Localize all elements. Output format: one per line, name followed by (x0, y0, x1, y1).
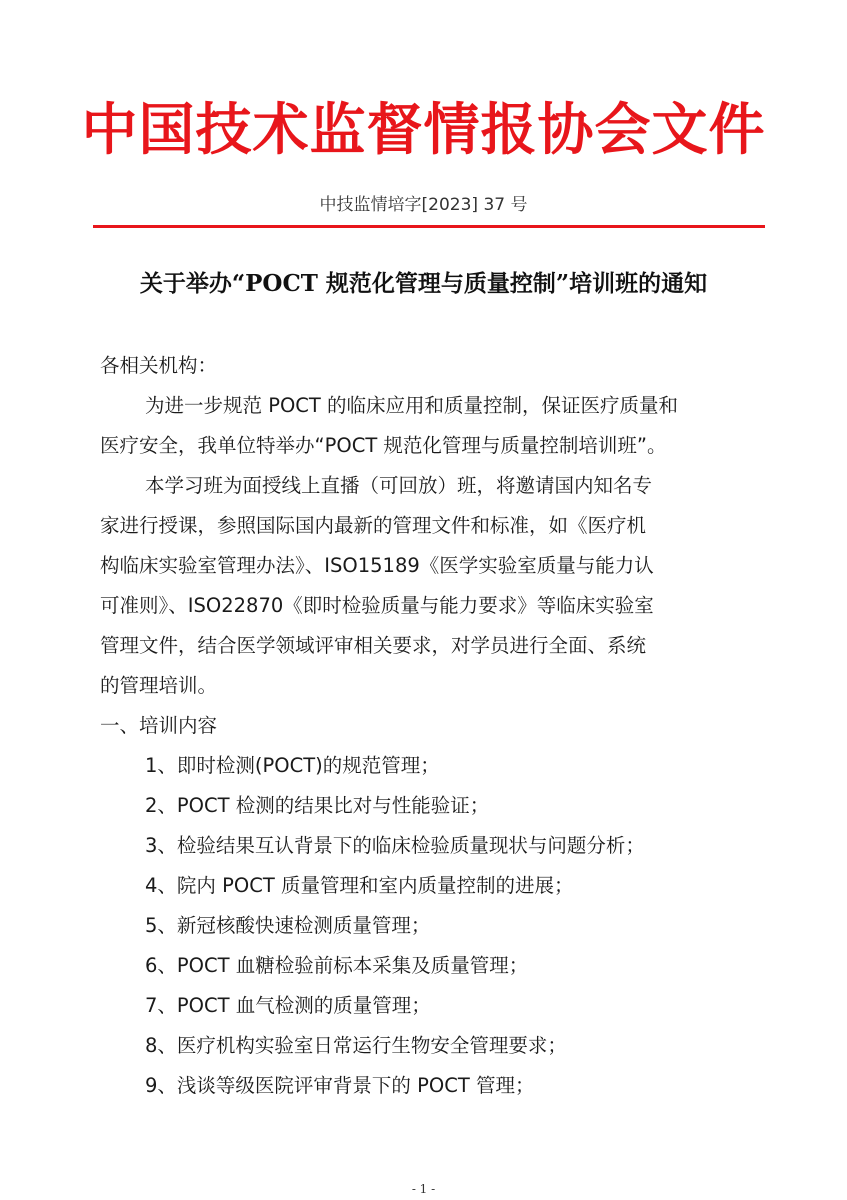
paragraph-line: 管理文件，结合医学领域评审相关要求，对学员进行全面、系统 (100, 634, 647, 657)
list-item: 8、医疗机构实验室日常运行生物安全管理要求； (145, 1034, 567, 1057)
paragraph-line: 可准则》、ISO22870《即时检验质量与能力要求》等临床实验室 (100, 594, 654, 617)
page-number: - 1 - (411, 1182, 436, 1196)
header-divider (93, 225, 765, 228)
list-item: 7、POCT 血气检测的质量管理； (145, 994, 431, 1017)
org-title: 中国技术监督情报协会文件 (81, 97, 766, 163)
paragraph-line: 为进一步规范 POCT 的临床应用和质量控制，保证医疗质量和 (145, 394, 679, 417)
list-item: 9、浅谈等级医院评审背景下的 POCT 管理； (145, 1074, 535, 1097)
list-item: 1、即时检测(POCT)的规范管理； (145, 754, 440, 777)
paragraph-line: 医疗安全，我单位特举办“POCT 规范化管理与质量控制培训班”。 (100, 434, 667, 457)
paragraph-line: 构临床实验室管理办法》、ISO15189《医学实验室质量与能力认 (100, 554, 654, 577)
list-item: 4、院内 POCT 质量管理和室内质量控制的进展； (145, 874, 574, 897)
list-item: 6、POCT 血糖检验前标本采集及质量管理； (145, 954, 529, 977)
list-item: 2、POCT 检测的结果比对与性能验证； (145, 794, 490, 817)
paragraph-line: 的管理培训。 (100, 674, 218, 697)
list-item: 3、检验结果互认背景下的临床检验质量现状与问题分析； (145, 834, 645, 857)
doc-number: 中技监情培字[2023] 37 号 (319, 195, 528, 215)
notice-title: 关于举办“POCT 规范化管理与质量控制”培训班的通知 (139, 270, 708, 297)
paragraph-line: 家进行授课，参照国际国内最新的管理文件和标准，如《医疗机 (100, 514, 647, 537)
salutation: 各相关机构： (100, 354, 218, 377)
paragraph-line: 本学习班为面授线上直播（可回放）班，将邀请国内知名专 (145, 474, 653, 497)
list-item: 5、新冠核酸快速检测质量管理； (145, 914, 431, 937)
section-heading: 一、培训内容 (100, 714, 218, 737)
